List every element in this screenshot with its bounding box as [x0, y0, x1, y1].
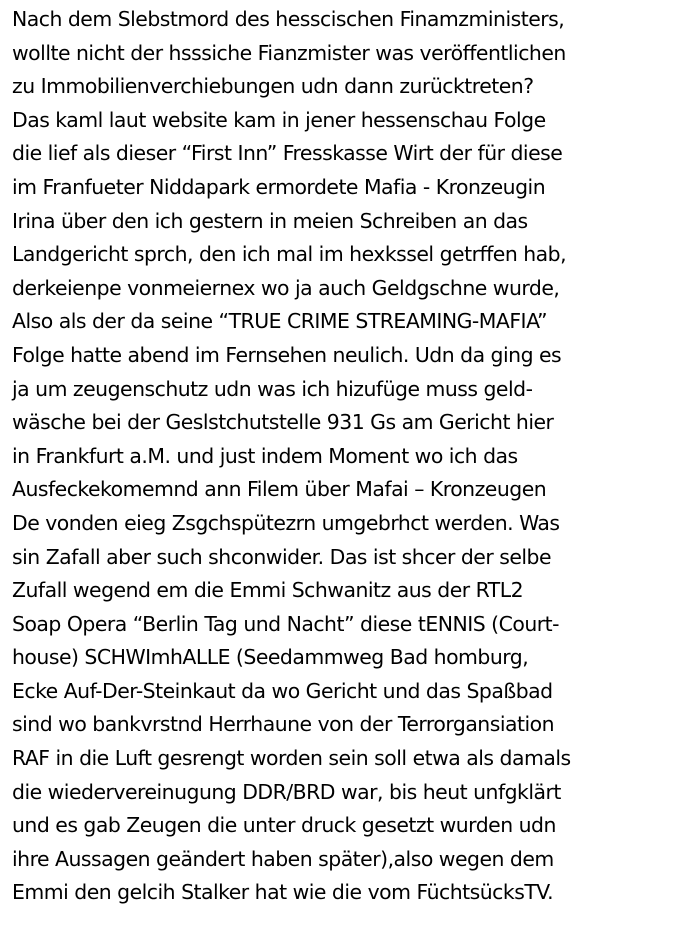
text-line: wäsche bei der Geslstchutstelle 931 Gs am Gericht hier — [12, 410, 554, 435]
text-line: Irina über den ich gestern in meien Schreiben an das — [12, 208, 528, 233]
text-line: Also als der da seine “TRUE CRIME STREAMING-MAFIA” — [12, 309, 548, 334]
text-line: sin Zafall aber such shconwider. Das ist shcer der selbe — [12, 544, 552, 569]
text-line: wollte nicht der hsssiche Fianzmister was veröffentlichen — [12, 40, 566, 65]
text-line: zu Immobilienverchiebungen udn dann zurücktreten? — [12, 74, 534, 99]
text-line: Emmi den gelcih Stalker hat wie die vom FüchtsücksTV. — [12, 880, 554, 905]
text-line: ihre Aussagen geändert haben später),also wegen dem — [12, 846, 554, 871]
text-line: Das kaml laut website kam in jener hessenschau Folge — [12, 107, 546, 132]
text-line: im Franfueter Niddapark ermordete Mafia - Kronzeugin — [12, 174, 546, 199]
text-line: in Frankfurt a.M. und just indem Moment wo ich das — [12, 443, 518, 468]
text-line: die wiedervereinugung DDR/BRD war, bis heut unfgklärt — [12, 779, 561, 804]
text-line: De vonden eieg Zsgchspütezrn umgebrhct werden. Was — [12, 510, 560, 535]
text-line: Ausfeckekomemnd ann Filem über Mafai – Kronzeugen — [12, 477, 547, 502]
text-line: Ecke Auf-Der-Steinkaut da wo Gericht und das Spaßbad — [12, 678, 553, 703]
text-line: derkeienpe vonmeiernex wo ja auch Geldgschne wurde, — [12, 275, 560, 300]
text-line: sind wo bankvrstnd Herrhaune von der Terrorgansiation — [12, 712, 555, 737]
text-line: RAF in die Luft gesrengt worden sein soll etwa als damals — [12, 746, 571, 771]
text-line: Folge hatte abend im Fernsehen neulich. Udn da ging es — [12, 342, 562, 367]
text-line: ja um zeugenschutz udn was ich hizufüge muss geld- — [12, 376, 533, 401]
text-line: die lief als dieser “First Inn” Fresskasse Wirt der für diese — [12, 141, 563, 166]
body-text — [12, 3, 680, 910]
text-line: Soap Opera “Berlin Tag und Nacht” diese tENNIS (Court- — [12, 611, 559, 636]
text-line: Zufall wegend em die Emmi Schwanitz aus der RTL2 — [12, 578, 524, 603]
text-line: Nach dem Slebstmord des hesscischen Finamzministers, — [12, 7, 565, 31]
text-line: Landgericht sprch, den ich mal im hexkssel getrffen hab, — [12, 242, 567, 267]
text-line: house) SCHWImhALLE (Seedammweg Bad homburg, — [12, 645, 529, 670]
text-line: und es gab Zeugen die unter druck gesetzt wurden udn — [12, 813, 556, 838]
